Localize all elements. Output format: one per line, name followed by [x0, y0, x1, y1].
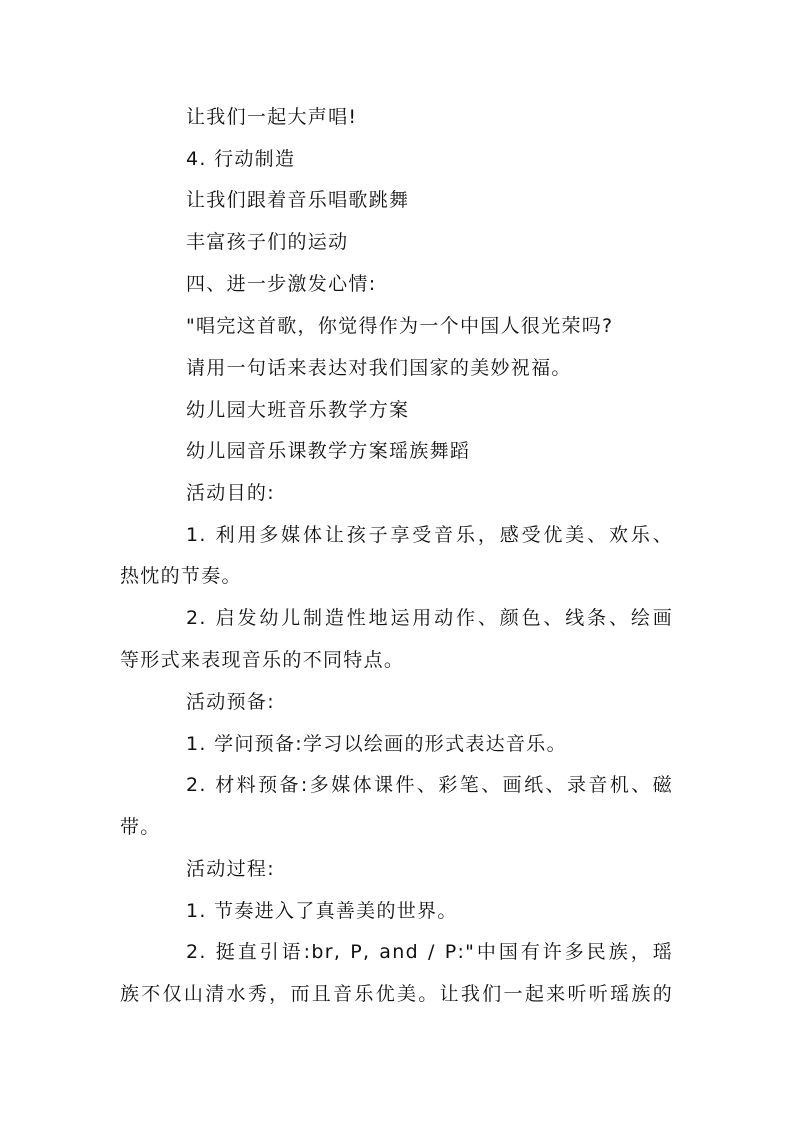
text-line: 4. 行动制造 — [186, 148, 296, 170]
list-item: 2. 材料预备:多媒体课件、彩笔、画纸、录音机、磁 — [186, 774, 673, 796]
text-line: 请用一句话来表达对我们国家的美妙祝福。 — [186, 357, 572, 379]
text-line: 带。 — [120, 816, 161, 838]
list-item: 1. 节奏进入了真善美的世界。 — [186, 900, 458, 922]
list-item: 2. 挺直引语:br, P, and / P:"中国有许多民族，瑶 — [186, 941, 673, 963]
section-heading: 四、进一步激发心情: — [186, 273, 377, 295]
text-line: 族不仅山清水秀，而且音乐优美。让我们一起来听听瑶族的 — [120, 983, 673, 1005]
text-line: 让我们一起大声唱! — [186, 106, 358, 128]
section-heading: 活动目的: — [186, 482, 275, 504]
text-line: 等形式来表现音乐的不同特点。 — [120, 649, 405, 671]
list-item: 1. 学问预备:学习以绘画的形式表达音乐。 — [186, 733, 567, 755]
text-line: 热忱的节奏。 — [120, 565, 242, 587]
list-item: 2. 启发幼儿制造性地运用动作、颜色、线条、绘画 — [186, 607, 673, 629]
document-subtitle: 幼儿园音乐课教学方案瑶族舞蹈 — [186, 440, 471, 462]
section-heading: 活动预备: — [186, 691, 275, 713]
list-item: 1. 利用多媒体让孩子享受音乐，感受优美、欢乐、 — [186, 524, 673, 546]
text-line: "唱完这首歌，你觉得作为一个中国人很光荣吗? — [186, 315, 614, 337]
text-line: 丰富孩子们的运动 — [186, 231, 349, 253]
section-heading: 活动过程: — [186, 858, 275, 880]
document-title: 幼儿园大班音乐教学方案 — [186, 399, 410, 421]
text-line: 让我们跟着音乐唱歌跳舞 — [186, 189, 410, 211]
